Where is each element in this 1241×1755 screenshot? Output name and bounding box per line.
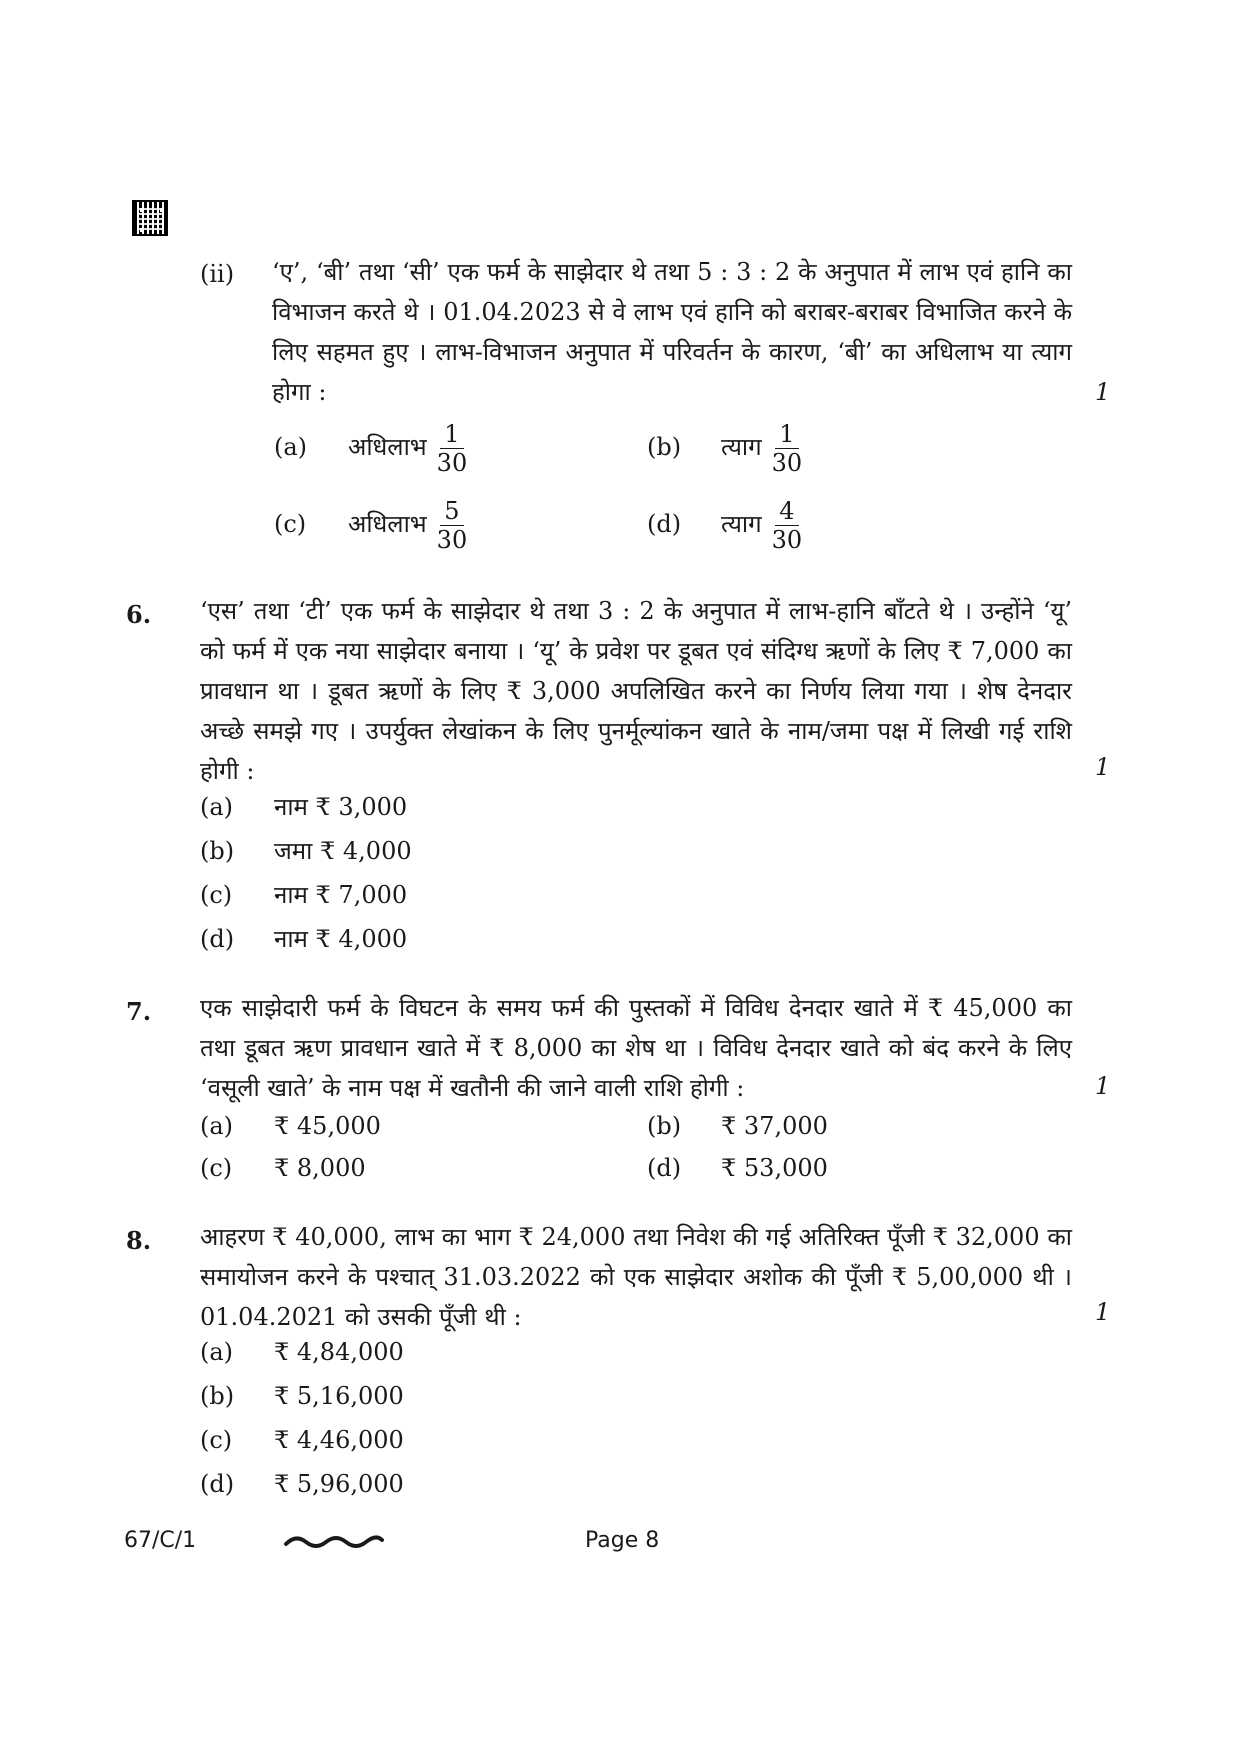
option-text: जमा ₹ 4,000	[274, 837, 412, 865]
fraction-denominator: 30	[771, 526, 803, 554]
option-text: ₹ 4,84,000	[274, 1338, 404, 1366]
q7-option-b[interactable]	[647, 1111, 828, 1141]
paper-code: 67/C/1	[124, 1528, 197, 1553]
option-label: (d)	[200, 1470, 235, 1498]
qr-code	[132, 200, 168, 236]
option-text: नाम ₹ 4,000	[274, 925, 408, 953]
fraction-denominator: 30	[436, 526, 468, 554]
fraction-numerator: 1	[775, 420, 798, 449]
q5ii-text: ‘ए’, ‘बी’ तथा ‘सी’ एक फर्म के साझेदार थे तथा 5 : 3 : 2 के अनुपात में लाभ एवं हानि का विभाजन करते थे । 01.04.2023 से वे लाभ एवं हानि को बराबर-बराबर विभाजित करने के लिए सहमत हुए । लाभ-विभाजन अनुपात में परिवर्तन के कारण, ‘बी’ का अधिलाभ या त्याग होगा :	[272, 258, 1072, 406]
option-text: ₹ 53,000	[721, 1154, 828, 1182]
option-label: (d)	[647, 510, 682, 538]
option-label: (a)	[200, 1338, 234, 1366]
q6-text: ‘एस’ तथा ‘टी’ एक फर्म के साझेदार थे तथा 3 : 2 के अनुपात में लाभ-हानि बाँटते थे । उन्होंने ‘यू’ को फर्म में एक नया साझेदार बनाया । ‘यू’ के प्रवेश पर डूबत एवं संदिग्ध ऋणों के लिए ₹ 7,000 का प्रावधान था । डूबत ऋणों के लिए ₹ 3,000 अपलिखित करने का निर्णय लिया गया । शेष देनदार अच्छे समझे गए । उपर्युक्त लेखांकन के लिए पुनर्मूल्यांकन खाते के नाम/जमा पक्ष में लिखी गई राशि होगी :	[200, 597, 1072, 785]
option-text: ₹ 4,46,000	[274, 1426, 404, 1454]
option-text: ₹ 8,000	[274, 1154, 366, 1182]
option-text: ₹ 5,96,000	[274, 1470, 404, 1498]
q6-option-c[interactable]	[200, 880, 407, 910]
option-label: (c)	[200, 1154, 233, 1182]
option-label: (c)	[200, 1426, 233, 1454]
q8-option-d[interactable]	[200, 1469, 404, 1499]
q8-option-c[interactable]	[200, 1425, 404, 1455]
option-label: (d)	[200, 925, 235, 953]
option-text: नाम ₹ 3,000	[274, 793, 408, 821]
option-label: (b)	[647, 433, 682, 461]
fraction	[772, 420, 803, 477]
option-text: त्याग	[721, 433, 762, 461]
option-text: ₹ 5,16,000	[274, 1382, 404, 1410]
q8-option-a[interactable]	[200, 1337, 404, 1367]
option-text: अधिलाभ	[348, 433, 427, 461]
fraction-denominator: 30	[771, 449, 803, 477]
q6-option-d[interactable]	[200, 924, 407, 954]
option-text: नाम ₹ 7,000	[274, 881, 408, 909]
option-text: ₹ 37,000	[721, 1112, 828, 1140]
q7-marks: 1	[1095, 1072, 1111, 1100]
fraction-numerator: 5	[440, 497, 463, 526]
option-text: ₹ 45,000	[274, 1112, 381, 1140]
fraction	[437, 420, 468, 477]
option-text: अधिलाभ	[348, 510, 427, 538]
q5ii-option-c[interactable]	[274, 497, 467, 554]
q5ii-label: (ii)	[200, 260, 235, 288]
option-text: त्याग	[721, 510, 762, 538]
fraction	[772, 497, 803, 554]
q5ii-option-b[interactable]	[647, 420, 802, 477]
q6-number: 6.	[126, 600, 152, 629]
option-label: (b)	[200, 837, 235, 865]
option-label: (a)	[274, 433, 308, 461]
fraction-numerator: 4	[775, 497, 798, 526]
option-label: (b)	[200, 1382, 235, 1410]
q8-text: आहरण ₹ 40,000, लाभ का भाग ₹ 24,000 तथा निवेश की गई अतिरिक्त पूँजी ₹ 32,000 का समायोजन करने के पश्चात् 31.03.2022 को एक साझेदार अशोक की पूँजी ₹ 5,00,000 थी । 01.04.2021 को उसकी पूँजी थी :	[200, 1223, 1072, 1331]
q7-number: 7.	[126, 997, 152, 1026]
option-label: (a)	[200, 1112, 234, 1140]
option-label: (a)	[200, 793, 234, 821]
fraction-numerator: 1	[440, 420, 463, 449]
q6-marks: 1	[1095, 753, 1111, 781]
q7-option-d[interactable]	[647, 1153, 828, 1183]
fraction-denominator: 30	[436, 449, 468, 477]
wave-ornament-icon	[284, 1530, 384, 1552]
option-label: (b)	[647, 1112, 682, 1140]
q7-text: एक साझेदारी फर्म के विघटन के समय फर्म की पुस्तकों में विविध देनदार खाते में ₹ 45,000 का तथा डूबत ऋण प्रावधान खाते में ₹ 8,000 का शेष था । विविध देनदार खाते को बंद करने के लिए ‘वसूली खाते’ के नाम पक्ष में खतौनी की जाने वाली राशि होगी :	[200, 994, 1072, 1102]
q6-option-b[interactable]	[200, 836, 412, 866]
fraction	[437, 497, 468, 554]
q6-option-a[interactable]	[200, 792, 407, 822]
q5ii-option-d[interactable]	[647, 497, 802, 554]
q7-option-a[interactable]	[200, 1111, 381, 1141]
option-label: (d)	[647, 1154, 682, 1182]
q8-number: 8.	[126, 1226, 152, 1255]
q5ii-option-a[interactable]	[274, 420, 467, 477]
option-label: (c)	[200, 881, 233, 909]
q8-option-b[interactable]	[200, 1381, 404, 1411]
option-label: (c)	[274, 510, 307, 538]
q5ii-marks: 1	[1095, 378, 1111, 406]
q8-marks: 1	[1095, 1298, 1111, 1326]
page-number: Page 8	[585, 1528, 660, 1553]
q7-option-c[interactable]	[200, 1153, 366, 1183]
